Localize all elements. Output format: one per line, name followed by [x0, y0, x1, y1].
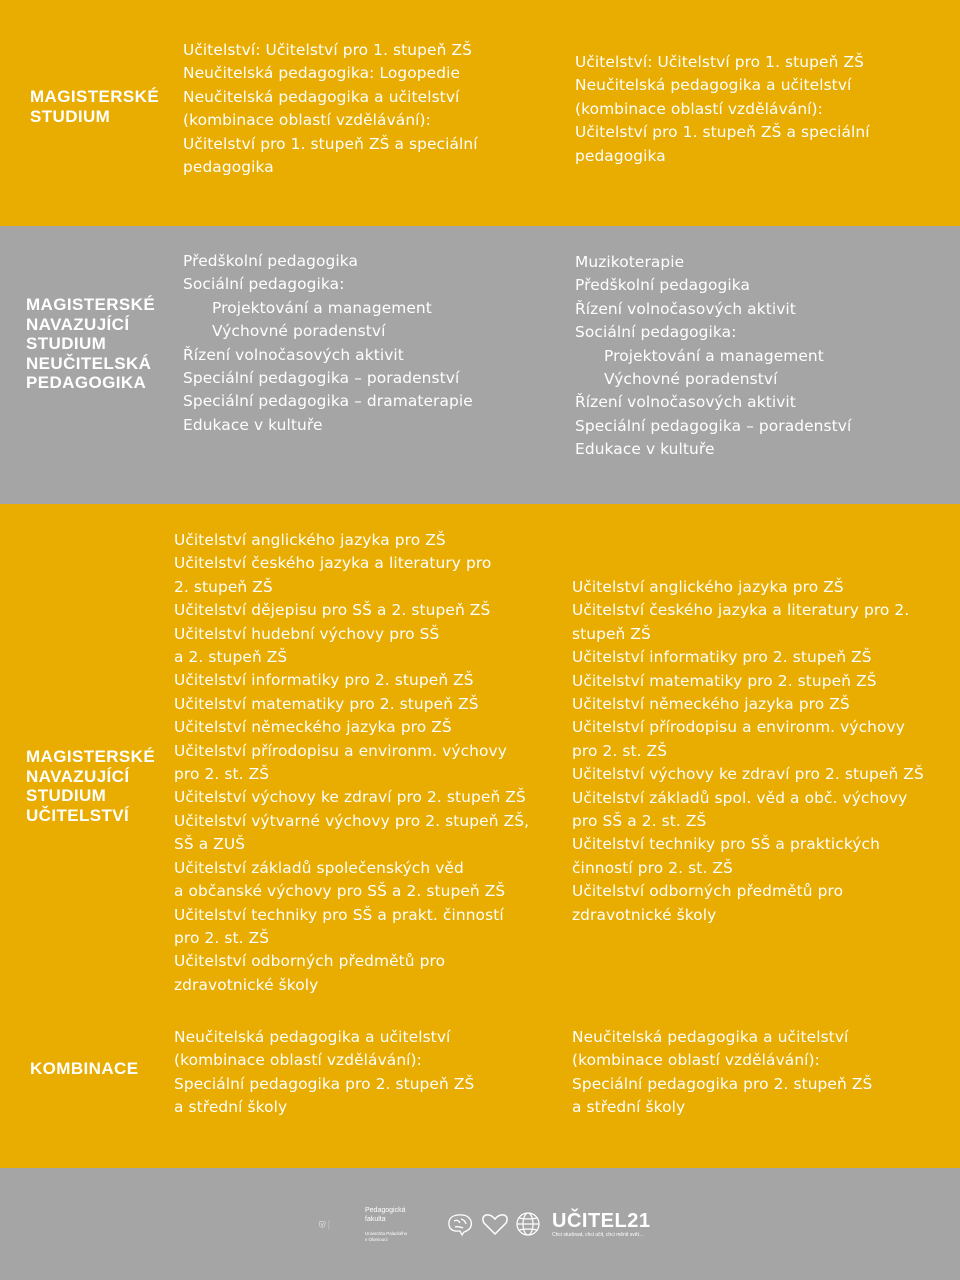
heading-line: KOMBINACE	[30, 1059, 139, 1078]
program-item: (kombinace oblastí vzdělávání):	[575, 99, 823, 118]
program-item: pro 2. st. ZŠ	[174, 765, 270, 784]
section-heading	[26, 295, 155, 393]
right-program-list	[572, 1026, 872, 1120]
program-item: zdravotnické školy	[572, 905, 717, 924]
faculty-title-line: Pedagogická	[365, 1207, 406, 1214]
left-program-list	[174, 529, 529, 997]
ucitel21-icons	[446, 1211, 546, 1237]
program-item: pro SŠ a 2. st. ZŠ	[572, 812, 707, 831]
program-subitem: Projektování a management	[212, 298, 432, 317]
faculty-subtitle	[365, 1231, 407, 1242]
program-item: Speciální pedagogika pro 2. stupeň ZŠ	[174, 1074, 475, 1093]
program-item: a 2. stupeň ZŠ	[174, 648, 288, 667]
program-item: pedagogika	[575, 146, 666, 165]
program-item: pro 2. st. ZŠ	[174, 928, 270, 947]
program-item: Speciální pedagogika pro 2. stupeň ZŠ	[572, 1074, 873, 1093]
program-item: Řízení volnočasových aktivit	[183, 345, 404, 364]
program-item: Učitelství techniky pro SŠ a praktických	[572, 835, 880, 854]
heading-line: STUDIUM	[30, 106, 111, 126]
program-item: Učitelství výtvarné výchovy pro 2. stupeň ZŠ,	[174, 811, 530, 830]
program-item: (kombinace oblastí vzdělávání):	[183, 111, 431, 130]
program-item: Edukace v kultuře	[183, 415, 323, 434]
program-item: Učitelství německého jazyka pro ZŠ	[174, 718, 452, 737]
program-item: Řízení volnočasových aktivit	[575, 299, 796, 318]
program-item: Učitelství odborných předmětů pro	[174, 952, 446, 971]
program-item: Neučitelská pedagogika: Logopedie	[183, 64, 461, 83]
right-program-list	[572, 576, 924, 927]
program-item: Učitelství informatiky pro 2. stupeň ZŠ	[174, 671, 474, 690]
program-item: zdravotnické školy	[174, 975, 319, 994]
program-item: Neučitelská pedagogika a učitelství	[174, 1028, 451, 1046]
faculty-title	[365, 1207, 405, 1224]
heading-line: STUDIUM	[26, 334, 107, 353]
program-item: Neučitelská pedagogika a učitelství	[575, 76, 852, 95]
program-item: Učitelství odborných předmětů pro	[572, 882, 844, 901]
program-item: Učitelství výchovy ke zdraví pro 2. stupeň ZŠ	[174, 788, 526, 807]
program-item: Učitelství českého jazyka a literatury pro	[174, 554, 492, 573]
left-program-list	[183, 39, 478, 179]
program-item: Sociální pedagogika:	[183, 275, 345, 294]
program-item: Speciální pedagogika – dramaterapie	[183, 392, 473, 411]
heading-line: MAGISTERSKÉ	[26, 295, 156, 314]
program-item: Neučitelská pedagogika a učitelství	[183, 87, 460, 106]
program-item: (kombinace oblastí vzdělávání):	[572, 1051, 820, 1070]
program-item: Učitelství základů společenských věd	[174, 858, 464, 877]
program-item: a střední školy	[174, 1098, 288, 1117]
program-item: pedagogika	[183, 158, 274, 177]
program-item: (kombinace oblastí vzdělávání):	[174, 1051, 422, 1070]
heading-line: NAVAZUJÍCÍ	[26, 314, 130, 334]
heart-icon	[483, 1215, 507, 1234]
globe-icon	[517, 1213, 539, 1235]
right-program-list	[575, 251, 851, 462]
program-subitem: Výchovné poradenství	[604, 370, 778, 389]
heading-line: MAGISTERSKÉ	[30, 87, 160, 106]
program-item: Učitelství přírodopisu a environm. výchovy	[572, 718, 905, 737]
heading-line: STUDIUM	[26, 786, 107, 805]
ucitel21-logo: UČITEL21	[552, 1210, 651, 1232]
program-item: Učitelství anglického jazyka pro ZŠ	[174, 531, 446, 549]
program-item: Speciální pedagogika – poradenství	[183, 369, 460, 388]
section-heading	[30, 1059, 138, 1079]
program-item: Učitelství techniky pro SŠ a prakt. činností	[174, 905, 504, 924]
program-item: Muzikoterapie	[575, 253, 685, 271]
program-item: Učitelství hudební výchovy pro SŠ	[174, 624, 440, 643]
left-program-list	[174, 1026, 474, 1120]
faculty-sub-line: v Olomouci	[365, 1236, 388, 1242]
program-item: Sociální pedagogika:	[575, 323, 737, 342]
program-item: Učitelství anglického jazyka pro ZŠ	[572, 578, 844, 596]
program-item: pro 2. st. ZŠ	[572, 741, 668, 760]
program-item: Učitelství českého jazyka a literatury pro 2.	[572, 601, 910, 620]
heading-line: PEDAGOGIKA	[26, 373, 147, 392]
program-item: Speciální pedagogika – poradenství	[575, 416, 852, 435]
ucitel21-tagline: Chci studovat, chci učit, chci měnit svět…	[552, 1232, 644, 1238]
program-item: Učitelství matematiky pro 2. stupeň ZŠ	[572, 671, 877, 690]
faculty-sub-line: Univerzita Palackého	[365, 1231, 408, 1236]
program-item: SŠ a ZUŠ	[174, 835, 246, 854]
program-item: Řízení volnočasových aktivit	[575, 393, 796, 412]
right-program-list	[575, 51, 870, 168]
faculty-title-line: fakulta	[365, 1215, 386, 1223]
program-item: Předškolní pedagogika	[183, 252, 359, 270]
program-item: Učitelství: Učitelství pro 1. stupeň ZŠ	[183, 41, 472, 59]
program-subitem: Výchovné poradenství	[212, 322, 386, 341]
program-item: Předškolní pedagogika	[575, 276, 751, 295]
program-item: Edukace v kultuře	[575, 440, 715, 459]
program-item: Učitelství pro 1. stupeň ZŠ a speciální	[183, 134, 478, 153]
heading-line: NAVAZUJÍCÍ	[26, 766, 130, 786]
heading-line: NEUČITELSKÁ	[26, 353, 152, 373]
program-item: stupeň ZŠ	[572, 624, 651, 643]
program-subitem: Projektování a management	[604, 346, 824, 365]
program-item: a střední školy	[572, 1098, 686, 1117]
program-item: Učitelství: Učitelství pro 1. stupeň ZŠ	[575, 53, 864, 71]
program-item: Učitelství pro 1. stupeň ZŠ a speciální	[575, 123, 870, 142]
section-heading	[26, 747, 155, 825]
section-heading	[30, 87, 159, 126]
faculty-logo-icon	[318, 1207, 358, 1243]
left-program-list	[183, 250, 473, 437]
program-item: činností pro 2. st. ZŠ	[572, 858, 733, 877]
program-item: Učitelství německého jazyka pro ZŠ	[572, 695, 850, 714]
program-item: Učitelství informatiky pro 2. stupeň ZŠ	[572, 648, 872, 667]
program-item: Učitelství matematiky pro 2. stupeň ZŠ	[174, 694, 479, 713]
heading-line: UČITELSTVÍ	[26, 805, 130, 825]
program-item: Učitelství základů spol. věd a obč. výchovy	[572, 788, 908, 807]
program-item: Učitelství výchovy ke zdraví pro 2. stupeň ZŠ	[572, 765, 924, 784]
program-item: Učitelství přírodopisu a environm. výchovy	[174, 741, 507, 760]
heading-line: MAGISTERSKÉ	[26, 747, 156, 766]
program-item: 2. stupeň ZŠ	[174, 577, 273, 596]
brain-icon	[449, 1215, 471, 1235]
program-item: a občanské výchovy pro SŠ a 2. stupeň ZŠ	[174, 882, 506, 901]
program-item: Neučitelská pedagogika a učitelství	[572, 1028, 849, 1046]
program-item: Učitelství dějepisu pro SŠ a 2. stupeň ZŠ	[174, 601, 491, 620]
